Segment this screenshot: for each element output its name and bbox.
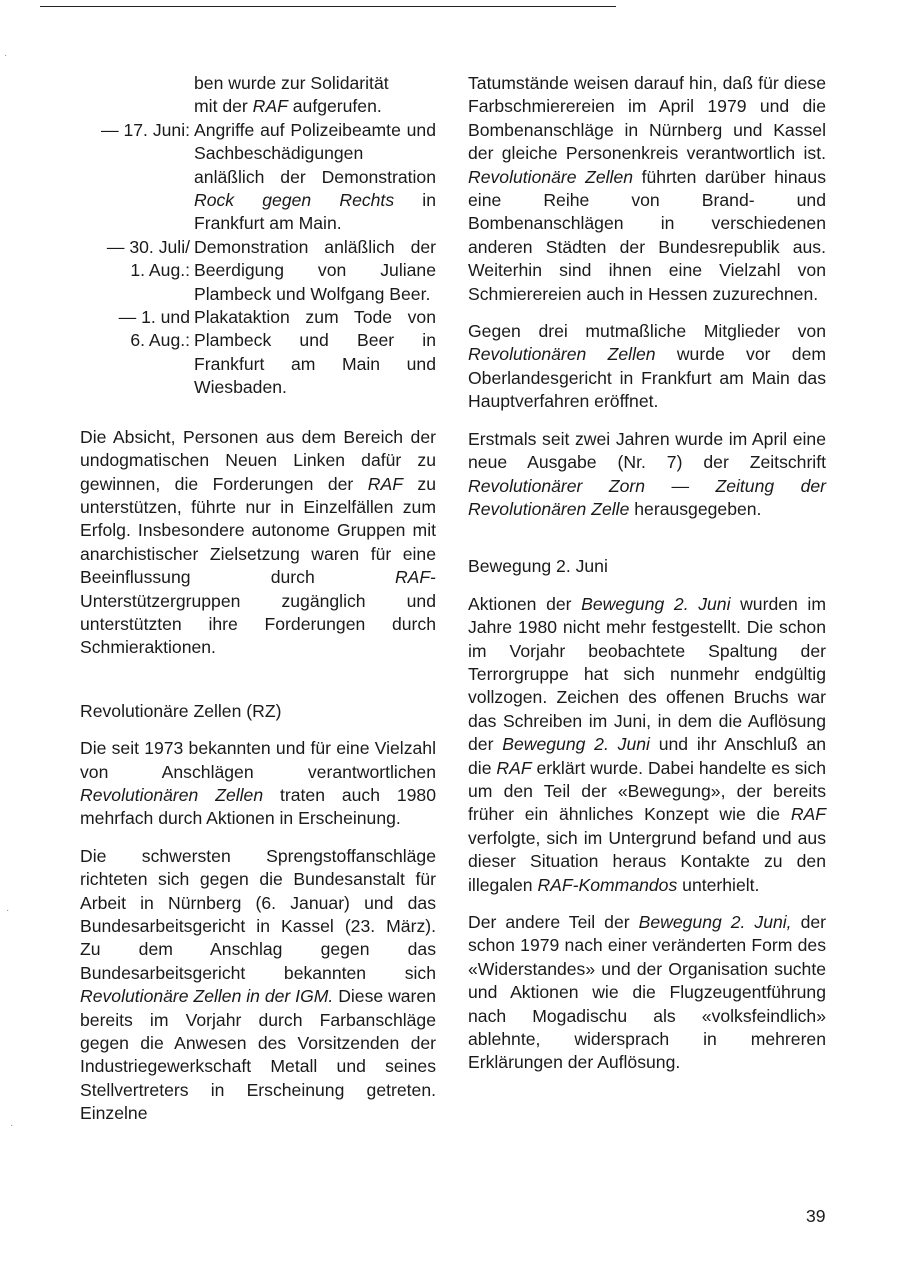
paragraph-rz-1: Die seit 1973 bekannten und für eine Vielzahl von Anschlägen verantwortlichen Revolutionären Zellen traten auch 1980 mehrfach durch Aktionen in Erscheinung. — [80, 738, 437, 829]
chronology-entry — [80, 119, 436, 236]
top-rule — [40, 6, 616, 7]
paragraph-zeitschrift: Erstmals seit zwei Jahren wurde im April eine neue Ausgabe (Nr. 7) der Zeitschrift Revolutionärer Zorn — Zeitung der Revolutionären Zelle herausgegeben. — [468, 428, 826, 519]
chronology-entry — [80, 306, 436, 400]
italic-term: Bewegung 2. Juni — [581, 593, 731, 614]
italic-term: Revolutionären Zellen — [468, 344, 656, 365]
italic-term: RAF — [394, 567, 431, 588]
chronology-date: — 30. Juli/ 1. Aug.: — [106, 236, 190, 281]
chronology-date: — 1. und 6. Aug.: — [118, 307, 190, 351]
italic-term: Revolutionäre Zellen — [468, 166, 634, 187]
chronology-text: Angriffe auf Polizeibeamte und Sachbeschädigungen anläßlich der Demonstration Rock gegen Rechts in Frankfurt am Main. — [194, 119, 436, 234]
italic-term: Bewegung 2. Juni — [502, 734, 650, 755]
italic-term: Revolutionären Zellen — [80, 784, 264, 805]
section-heading-b2j: Bewegung 2. Juni — [468, 556, 608, 577]
paragraph-tatumstaende: Tatumstände weisen darauf hin, daß für diese Farbschmierereien im April 1979 und die Bombenanschläge in Nürnberg und Kassel der gleiche Personenkreis verantwortlich ist. Revolutionäre Zellen führten darüber hinaus eine Reihe von Brand- und Bombenanschlägen in verschiedenen anderen Städten der Bundesrepublik aus. Weiterhin sind ihnen eine Vielzahl von Schmierereien auch in Hessen zuzurechnen. — [468, 73, 826, 304]
italic-term: Bewegung 2. Juni, — [638, 912, 792, 932]
chronology — [80, 72, 436, 400]
italic-term: Revolutionäre Zellen in der IGM. — [80, 986, 334, 1007]
scan-speck: · — [4, 50, 8, 61]
scan-speck: · — [10, 1120, 14, 1131]
chronology-lead — [80, 72, 436, 119]
paragraph-b2j-2: Der andere Teil der Bewegung 2. Juni, der schon 1979 nach einer veränderten Form des «Widerstandes» und der Organisation suchte und Aktionen wie die Flugzeugentführung nach Mogadischu als «volksfeindlich» ablehnte, widersprach in mehreren Erklärungen der Auflösung. — [468, 912, 826, 1073]
italic-term: RAF — [252, 96, 288, 117]
right-column — [468, 72, 826, 1075]
italic-term: RAF — [790, 804, 826, 825]
paragraph-hauptverfahren: Gegen drei mutmaßliche Mitglieder von Revolutionären Zellen wurde vor dem Oberlandesgericht in Frankfurt am Main das Hauptverfahren eröffnet. — [468, 321, 827, 412]
chronology-date: — 17. Juni: — [101, 119, 190, 140]
chronology-text: Plakataktion zum Tode von Plambeck und Beer in Frankfurt am Main und Wiesbaden. — [194, 307, 436, 398]
scan-speck: · — [6, 905, 10, 916]
chronology-lead-line-2: mit der RAF aufgerufen. — [194, 96, 382, 117]
italic-term: RAF — [367, 473, 403, 494]
chronology-lead-line-1: ben wurde zur Solidarität — [194, 73, 389, 93]
chronology-entry — [80, 236, 436, 306]
italic-term: Revolutionärer Zorn — Zeitung der Revolutionären Zelle — [468, 475, 826, 519]
italic-term: Rock gegen Rechts — [194, 190, 395, 211]
left-column — [80, 72, 436, 1126]
page-number: 39 — [806, 1206, 826, 1226]
section-heading-rz: Revolutionäre Zellen (RZ) — [80, 700, 282, 721]
italic-term: RAF-Kommandos — [537, 874, 678, 895]
paragraph-absicht: Die Absicht, Personen aus dem Bereich der undogmatischen Neuen Linken dafür zu gewinnen, die Forderungen der RAF zu unterstützen, führte nur in Einzelfällen zum Erfolg. Insbesondere autonome Gruppen mit anarchistischer Zielsetzung waren für eine Beeinflussung durch RAF-Unterstützergruppen zugänglich und unterstützten ihre Forderungen durch Schmieraktionen. — [80, 426, 436, 658]
paragraph-rz-2: Die schwersten Sprengstoffanschläge richteten sich gegen die Bundesanstalt für Arbeit in Nürnberg (6. Januar) und das Bundesarbeitsgericht in Kassel (23. März). Zu dem Anschlag gegen das Bundesarbeitsgericht bekannten sich Revolutionäre Zellen in der IGM. Diese waren bereits im Vorjahr durch Farbanschläge gegen die Anwesen des Vorsitzenden der Industriegewerkschaft Metall und seines Stellvertreters in Erscheinung getreten. Einzelne — [80, 845, 436, 1124]
italic-term: RAF — [496, 757, 532, 778]
paragraph-b2j-1: Aktionen der Bewegung 2. Juni wurden im Jahre 1980 nicht mehr festgestellt. Die schon im Vorjahr beobachtete Spaltung der Terrorgruppe hat sich nunmehr endgültig vollzogen. Zeichen des offenen Bruchs war das Schreiben im Juni, in dem die Auflösung der Bewegung 2. Juni und ihr Anschluß an die RAF erklärt wurde. Dabei handelte es sich um den Teil der «Bewegung», der bereits früher ein ähnliches Konzept wie die RAF verfolgte, sich im Untergrund befand und aus dieser Situation heraus Kontakte zu den illegalen RAF-Kommandos unterhielt. — [468, 593, 826, 895]
chronology-text: Demonstration anläßlich der Beerdigung von Juliane Plambeck und Wolfgang Beer. — [194, 236, 436, 304]
